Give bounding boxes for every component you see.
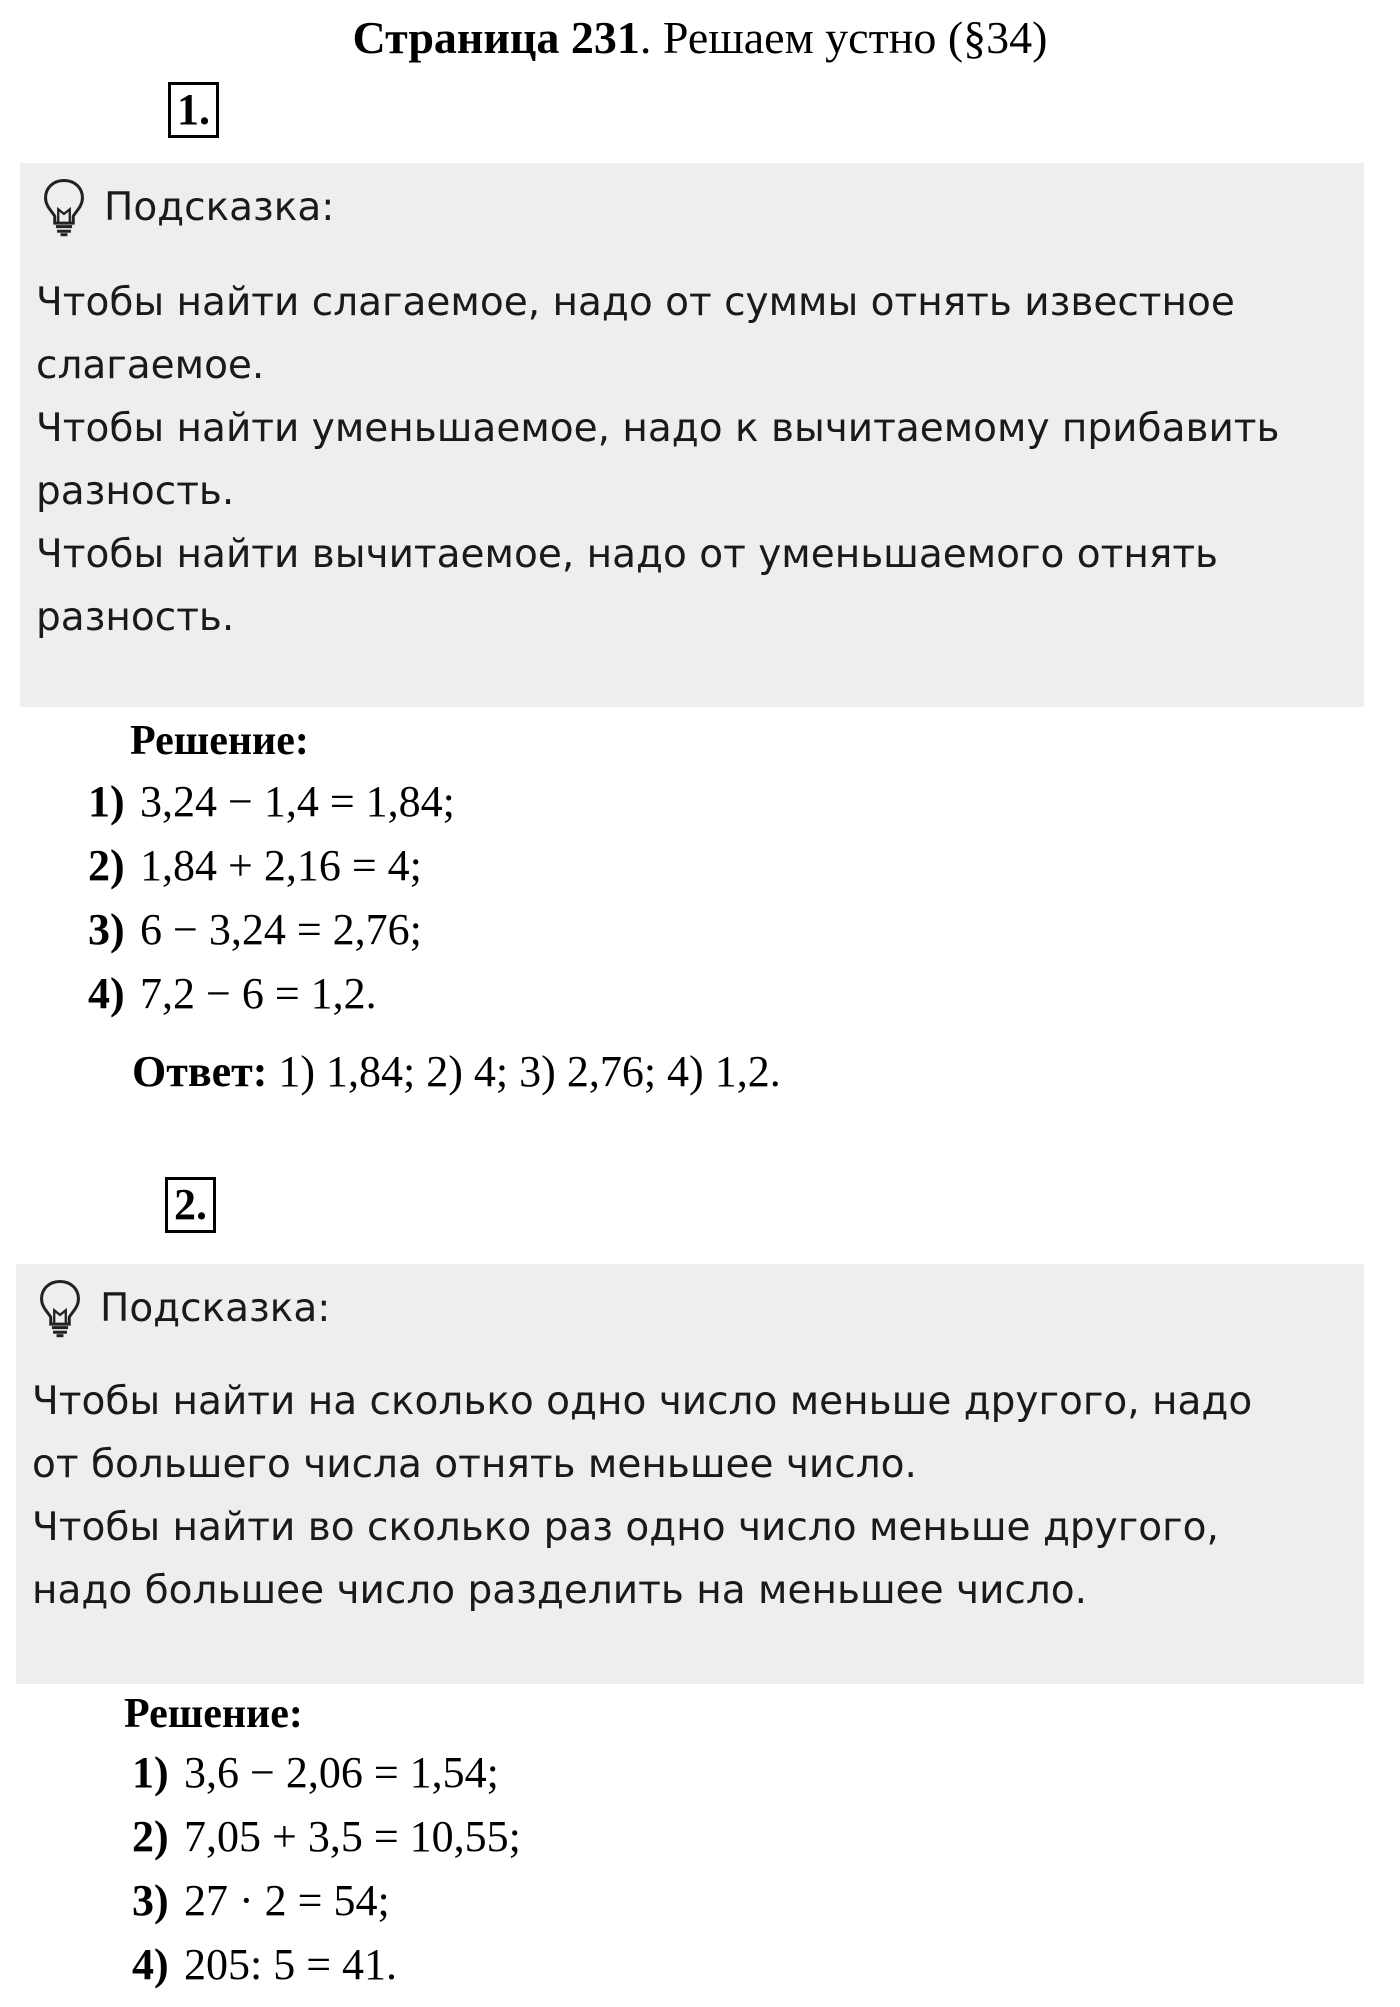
solution-step [132,1933,521,1997]
solution-step [88,834,455,898]
step-number: 2) [132,1812,169,1861]
solution-step [132,1869,521,1933]
hint-line: Чтобы найти уменьшаемое, надо к вычитаемому прибавить [36,406,1280,451]
solution-steps-2 [132,1741,521,1997]
step-number: 1) [88,777,125,826]
page-subtitle: . Решаем устно (§34) [639,12,1048,63]
step-expression: 7,05 + 3,5 = 10,55; [184,1812,521,1861]
task-number-1: 1. [168,82,219,138]
answer-text: 1) 1,84; 2) 4; 3) 2,76; 4) 1,2. [267,1047,781,1096]
hint-line: Чтобы найти во сколько раз одно число меньше другого, [32,1505,1219,1550]
hint-line: Чтобы найти вычитаемое, надо от уменьшаемого отнять [36,532,1219,577]
step-number: 4) [88,969,125,1018]
solution-step [132,1741,521,1805]
solution-step [88,770,455,834]
hint-title: Подсказка: [104,184,335,230]
hint-header [40,177,334,237]
hint-box-1 [20,163,1364,707]
step-expression: 6 − 3,24 = 2,76; [140,905,422,954]
solution-label-2: Решение: [124,1691,303,1737]
hint-line: надо большее число разделить на меньшее число. [32,1568,1088,1613]
page-number: Страница 231 [352,12,640,63]
step-expression: 7,2 − 6 = 1,2. [140,969,377,1018]
hint-header [36,1278,330,1338]
hint-line: слагаемое. [36,343,265,388]
step-expression: 3,24 − 1,4 = 1,84; [140,777,455,826]
solution-step [88,898,455,962]
step-number: 4) [132,1940,169,1989]
answer-1 [132,1042,781,1102]
step-expression: 3,6 − 2,06 = 1,54; [184,1748,499,1797]
hint-text [32,1370,1352,1622]
hint-line: Чтобы найти на сколько одно число меньше другого, надо [32,1379,1253,1424]
hint-line: разность. [36,595,235,640]
step-expression: 1,84 + 2,16 = 4; [140,841,422,890]
solution-label-1: Решение: [130,718,309,764]
lightbulb-icon [36,1278,84,1338]
hint-line: от большего числа отнять меньшее число. [32,1442,917,1487]
task-number-2: 2. [165,1177,216,1233]
solution-steps-1 [88,770,455,1026]
step-expression: 27 · 2 = 54; [184,1876,390,1925]
step-number: 3) [88,905,125,954]
solution-step [132,1805,521,1869]
solution-step [88,962,455,1026]
answer-label: Ответ: [132,1047,268,1096]
hint-line: разность. [36,469,235,514]
hint-box-2 [16,1264,1364,1684]
step-number: 3) [132,1876,169,1925]
hint-text [36,271,1356,649]
step-number: 1) [132,1748,169,1797]
hint-title: Подсказка: [100,1285,331,1331]
page-title [0,8,1400,68]
step-number: 2) [88,841,125,890]
step-expression: 205: 5 = 41. [184,1940,398,1989]
hint-line: Чтобы найти слагаемое, надо от суммы отнять известное [36,280,1235,325]
lightbulb-icon [40,177,88,237]
